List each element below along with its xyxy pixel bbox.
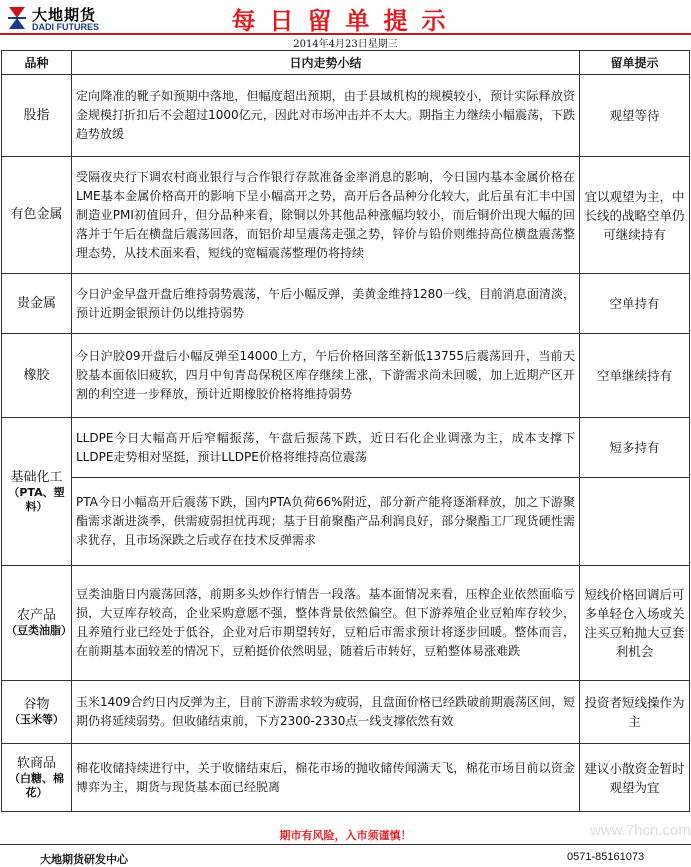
col-header-summary: 日内走势小结 xyxy=(72,51,580,75)
advice-cell xyxy=(580,478,690,566)
table-row xyxy=(2,478,690,566)
variety-cell xyxy=(2,744,72,812)
table-row xyxy=(2,566,690,681)
position-advice-table xyxy=(1,50,690,812)
summary-cell: 今日沪金早盘开盘后维持弱势震荡，午后小幅反弹，美黄金维持1280一线，目前消息面清淡，预计近期金银预计仍以维持弱势 xyxy=(72,274,580,334)
variety-cell xyxy=(2,157,72,274)
advice-cell: 观望等待 xyxy=(580,75,690,157)
variety-subname: （豆类油脂） xyxy=(6,624,72,637)
summary-cell: 受隔夜央行下调农村商业银行与合作银行存款准备金率消息的影响，今日国内基本金属价格在LME基本金属价格高开的影响下呈小幅高开之势，高开后各品种分化较大，此后虽有汇丰中国制造业PMI初值回升，但分品种来看，除铜以外其他品种涨幅均较小，而后铜价出现大幅的回落并于午后在横盘后震荡回落，而铝价却呈震荡走强之势，锌价与铅价则维持高位横盘震荡整理态势，从技术面来看，短线的宽幅震荡整理仍将持续 xyxy=(72,157,580,274)
variety-name: 软商品 xyxy=(16,755,56,771)
variety-subname: （PTA、塑料） xyxy=(8,485,65,513)
research-center-name: 大地期货研发中心 xyxy=(40,853,128,866)
variety-name: 橡胶 xyxy=(23,367,50,383)
table-row xyxy=(2,334,690,418)
report-title: 每日留单提示 xyxy=(231,7,460,35)
summary-cell: PTA今日小幅高开后震荡下跌，国内PTA负荷66%附近，部分新产能将逐渐释放，加之下游聚酯需求渐进淡季，供需疲弱担忧再现；基于目前聚酯产品利润良好，部分聚酯工厂现货硬性需求犹存，且市场深跌之后或存在技术反弹需求 xyxy=(72,478,580,566)
table-row xyxy=(2,681,690,744)
report-header xyxy=(0,0,691,36)
variety-name: 基础化工 xyxy=(10,469,63,485)
advice-cell: 空单继续持有 xyxy=(580,334,690,418)
col-header-variety: 品种 xyxy=(2,51,72,75)
variety-cell xyxy=(2,75,72,157)
summary-cell: 定向降准的靴子如预期中落地，但幅度超出预期，由于县域机构的规模较小，预计实际释放资金规模打折扣后不会超过1000亿元，因此对市场冲击并不太大。期指主力继续小幅震荡，下跌趋势放缓 xyxy=(72,75,580,157)
advice-cell: 短线价格回调后可多单轻仓入场或关注买豆粕抛大豆套利机会 xyxy=(580,566,690,681)
advice-cell: 建议小散资金暂时观望为宜 xyxy=(580,744,690,812)
col-header-advice: 留单提示 xyxy=(580,51,690,75)
summary-cell: 棉花收储持续进行中，关于收储结束后，棉花市场的抛收储传闻满天飞，棉花市场目前以资金博弈为主，期货与现货基本面已经脱离 xyxy=(72,744,580,812)
variety-subname: （白糖、棉花） xyxy=(9,771,64,799)
table-row xyxy=(2,274,690,334)
variety-cell xyxy=(2,274,72,334)
logo-english-name: DADI FUTURES xyxy=(32,22,99,32)
logo-chinese-name: 大地期货 xyxy=(32,6,97,24)
risk-notice: 期市有风险，入市须谨慎！ xyxy=(279,829,412,842)
variety-subname: （玉米等） xyxy=(9,713,64,726)
summary-cell: 今日沪胶09开盘后小幅反弹至14000上方，午后价格回落至新低13755后震荡回升，当前天胶基本面依旧疲软，四月中旬青岛保税区库存继续上涨，下游需求尚未回暖，加上近期产区开割的利空进一步释放，预计近期橡胶价格将维持弱势 xyxy=(72,334,580,418)
variety-name: 有色金属 xyxy=(10,207,63,222)
report-date: 2014年4月23日星期三 xyxy=(293,39,398,50)
summary-cell: 玉米1409合约日内反弹为主，目前下游需求较为疲弱，且盘面价格已经跌破前期震荡区间，短期仍将延续弱势。但收储结束前，下方2300-2330点一线支撑依然有效 xyxy=(72,681,580,744)
variety-name: 谷物 xyxy=(23,697,50,712)
advice-cell: 短多持有 xyxy=(580,418,690,478)
contact-phone: 0571-85161073 xyxy=(567,851,645,863)
variety-name: 股指 xyxy=(23,107,50,123)
variety-cell xyxy=(2,566,72,681)
variety-cell xyxy=(2,418,72,566)
variety-name: 农产品 xyxy=(16,608,56,623)
variety-name: 贵金属 xyxy=(16,295,56,311)
summary-cell: LLDPE今日大幅高开后窄幅振荡，午盘后振荡下跌，近日石化企业调涨为主，成本支撑下LLDPE走势相对坚挺，预计LLDPE价格将维持高位震荡 xyxy=(72,418,580,478)
table-row xyxy=(2,75,690,157)
website-watermark: www.7hcn.com xyxy=(590,822,691,839)
table-header-row xyxy=(2,51,690,75)
variety-cell xyxy=(2,334,72,418)
summary-cell: 豆类油脂日内震荡回落，前期多头炒作行情告一段落。基本面情况来看，压榨企业依然面临亏损，大豆库存较高，企业采购意愿不强，整体背景依然偏空。但下游养殖企业豆粕库存较少，且养殖行业已经处于低谷，企业对后市期望转好，豆粕后市需求预计将逐步回暖。整体而言，在前期基本面较差的情况下，豆粕挺价依然明显，随着后市转好，豆粕整体易涨难跌 xyxy=(72,566,580,681)
variety-cell xyxy=(2,681,72,744)
report-footer xyxy=(0,844,691,867)
advice-cell: 空单持有 xyxy=(580,274,690,334)
table-row xyxy=(2,744,690,812)
advice-cell: 投资者短线操作为主 xyxy=(580,681,690,744)
table-row xyxy=(2,157,690,274)
advice-cell: 宜以观望为主，中长线的战略空单仍可继续持有 xyxy=(580,157,690,274)
table-row xyxy=(2,418,690,478)
